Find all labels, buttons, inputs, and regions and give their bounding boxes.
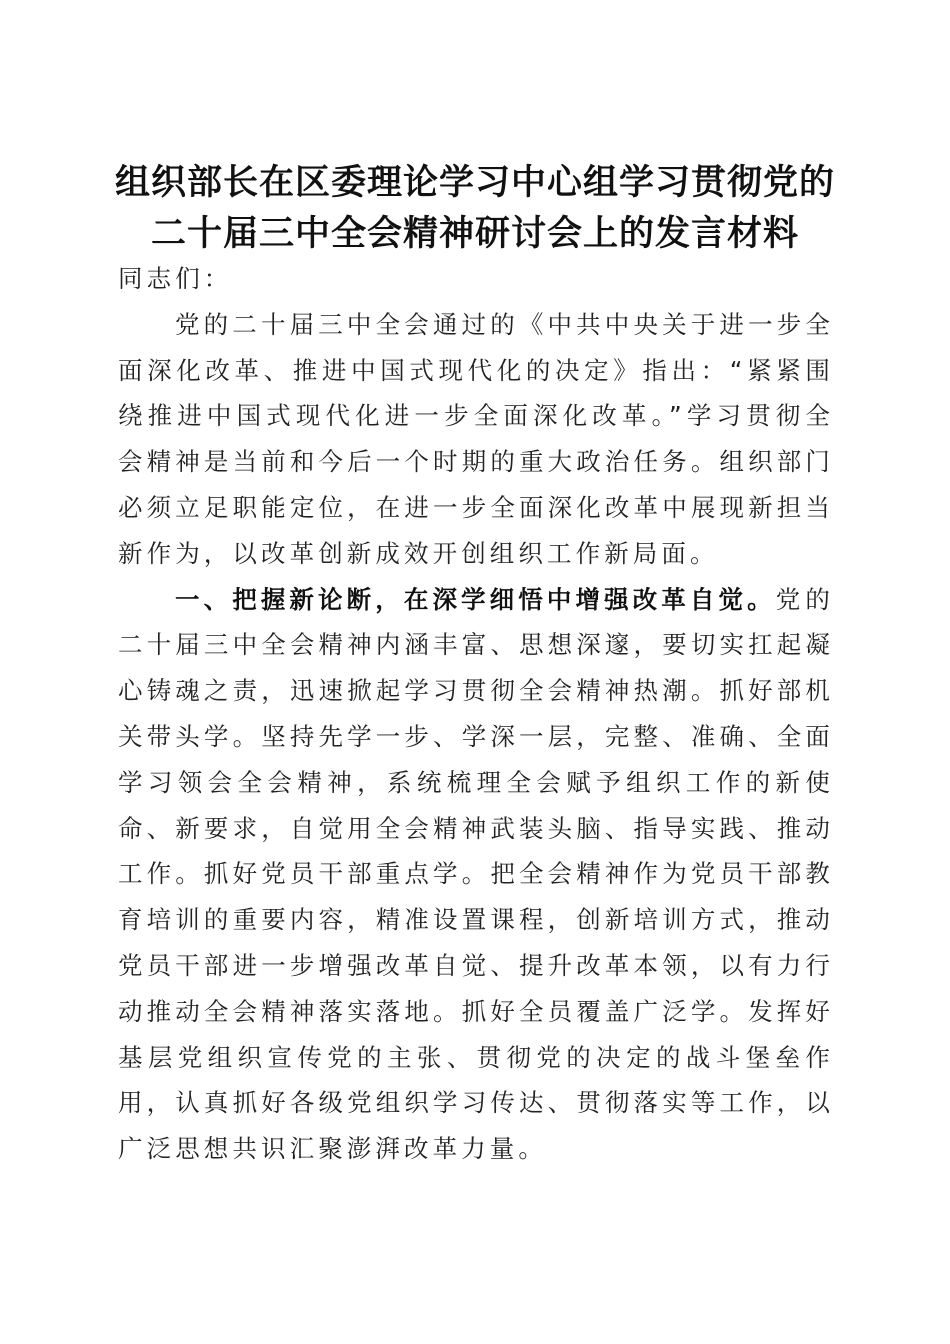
document-body	[118, 256, 834, 1172]
intro-paragraph: 党的二十届三中全会通过的《中共中央关于进一步全面深化改革、推进中国式现代化的决定》指出：“紧紧围绕推进中国式现代化进一步全面深化改革。”学习贯彻全会精神是当前和今后一个时期的重大政治任务。组织部门必须立足职能定位，在进一步全面深化改革中展现新担当新作为，以改革创新成效开创组织工作新局面。	[118, 309, 834, 568]
document-title	[60, 157, 890, 259]
section-1-paragraph	[118, 577, 834, 1172]
section-1-body: 党的二十届三中全会精神内涵丰富、思想深邃，要切实扛起凝心铸魂之责，迅速掀起学习贯彻全会精神热潮。抓好部机关带头学。坚持先学一步、学深一层，完整、准确、全面学习领会全会精神，系统梳理全会赋予组织工作的新使命、新要求，自觉用全会精神武装头脑、指导实践、推动工作。抓好党员干部重点学。把全会精神作为党员干部教育培训的重要内容，精准设置课程，创新培训方式，推动党员干部进一步增强改革自觉、提升改革本领，以有力行动推动全会精神落实落地。抓好全员覆盖广泛学。发挥好基层党组织宣传党的主张、贯彻党的决定的战斗堡垒作用，认真抓好各级党组织学习传达、贯彻落实等工作，以广泛思想共识汇聚澎湃改革力量。	[118, 584, 835, 1164]
salutation: 同志们：	[118, 264, 233, 293]
title-line-2: 二十届三中全会精神研讨会上的发言材料	[150, 213, 799, 255]
section-1-heading: 一、把握新论断，在深学细悟中增强改革自觉。	[175, 584, 776, 614]
title-line-1: 组织部长在区委理论学习中心组学习贯彻党的	[114, 162, 835, 204]
